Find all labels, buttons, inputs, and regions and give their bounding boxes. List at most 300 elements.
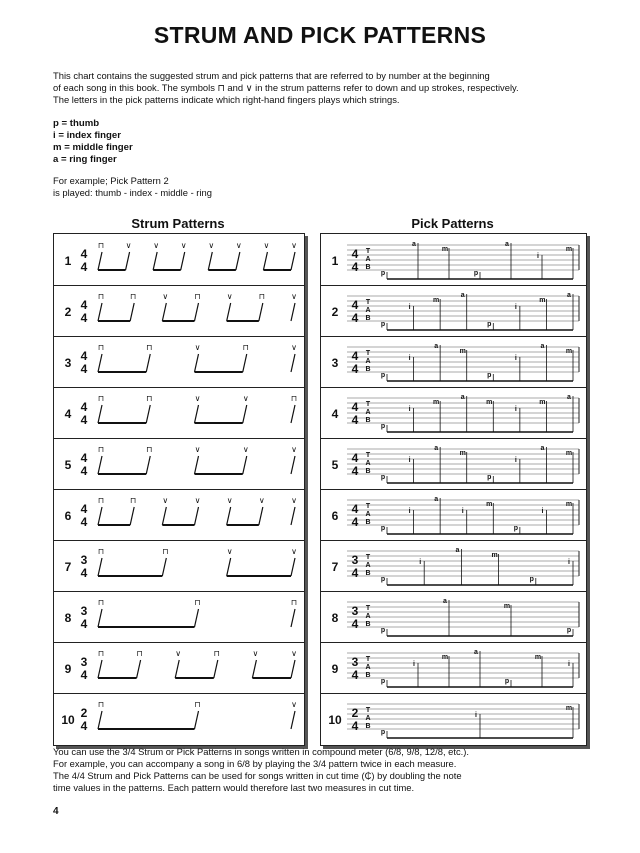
- slash-note: [137, 660, 141, 678]
- finger-letter: p: [380, 372, 386, 379]
- tab-clef-letter: T: [365, 299, 371, 306]
- example-line: is played: thumb - index - middle - ring: [53, 187, 212, 198]
- time-signature-bottom: 4: [351, 566, 359, 580]
- tab-clef-letter: B: [365, 264, 371, 271]
- tab-clef-letter: A: [365, 409, 371, 416]
- pattern-number: 10: [328, 713, 342, 727]
- finger-letter: a: [567, 292, 571, 299]
- finger-letter: p: [380, 321, 386, 328]
- strum-pattern-notation: [54, 540, 304, 591]
- slash-note: [291, 354, 295, 372]
- finger-letter: m: [565, 348, 573, 355]
- time-signature-bottom: 4: [351, 719, 359, 733]
- slash-note: [291, 711, 295, 729]
- finger-letter: m: [565, 501, 573, 508]
- slash-note: [208, 252, 212, 270]
- pick-pattern-row: [321, 234, 586, 286]
- finger-letter: a: [434, 496, 439, 503]
- intro-paragraph: [53, 70, 519, 106]
- finger-letter: m: [503, 603, 511, 610]
- time-signature-top: 4: [351, 247, 359, 261]
- finger-letter: p: [380, 729, 386, 736]
- stroke-symbol: ⊓: [97, 496, 105, 505]
- pick-pattern-tab: [321, 234, 586, 285]
- stroke-symbol: ∨: [258, 496, 265, 505]
- time-signature-top: 3: [80, 604, 88, 618]
- slash-note: [291, 405, 295, 423]
- time-signature-bottom: 4: [80, 668, 88, 682]
- stroke-symbol: ⊓: [242, 343, 249, 352]
- stroke-symbol: ⊓: [97, 394, 105, 403]
- stroke-symbol: ∨: [235, 241, 242, 250]
- legend-item: i = index finger: [53, 130, 121, 141]
- intro-line: The letters in the pick patterns indicate which right-hand fingers plays which strings.: [53, 94, 400, 105]
- stroke-symbol: ⊓: [97, 700, 105, 709]
- pick-pattern-tab: [321, 387, 586, 438]
- stroke-symbol: ⊓: [136, 649, 143, 658]
- finger-letter: i: [408, 304, 411, 311]
- stroke-symbol: ∨: [263, 241, 270, 250]
- slash-note: [291, 507, 295, 525]
- strum-pattern-row: [54, 591, 304, 643]
- tab-clef-letter: T: [365, 452, 371, 459]
- stroke-symbol: ∨: [208, 241, 215, 250]
- time-signature-top: 3: [80, 553, 88, 567]
- footer-line: time values in the patterns. Each pattern would therefore last two measures in cut time.: [53, 782, 415, 793]
- slash-note: [259, 303, 263, 321]
- strum-pattern-row: [54, 336, 304, 388]
- strum-pattern-notation: [54, 438, 304, 489]
- pattern-number: 6: [331, 509, 339, 523]
- slash-note: [98, 609, 102, 627]
- slash-note: [130, 303, 134, 321]
- finger-letter: m: [433, 297, 440, 304]
- time-signature-top: 4: [80, 451, 88, 465]
- time-signature-bottom: 4: [80, 719, 88, 733]
- finger-letter: i: [568, 559, 570, 566]
- time-signature-top: 4: [351, 451, 359, 465]
- slash-note: [146, 456, 150, 474]
- time-signature-bottom: 4: [351, 362, 359, 376]
- tab-clef-letter: T: [365, 350, 371, 357]
- slash-note: [162, 507, 166, 525]
- pattern-number: 5: [331, 458, 339, 472]
- time-signature-bottom: 4: [80, 362, 88, 376]
- stroke-symbol: ∨: [194, 343, 201, 352]
- pattern-number: 4: [64, 407, 72, 421]
- finger-letter: i: [537, 253, 539, 260]
- tab-clef-letter: A: [365, 511, 371, 518]
- stroke-symbol: ∨: [153, 241, 160, 250]
- stroke-symbol: ⊓: [97, 547, 105, 556]
- slash-note: [195, 354, 199, 372]
- finger-letter: a: [505, 241, 509, 248]
- pick-patterns-heading: Pick Patterns: [411, 216, 494, 231]
- stroke-symbol: ⊓: [97, 292, 105, 301]
- time-signature-top: 4: [80, 247, 88, 261]
- strum-patterns-heading: Strum Patterns: [131, 216, 225, 231]
- stroke-symbol: ∨: [291, 700, 297, 709]
- finger-letter: i: [419, 559, 422, 566]
- tab-clef-letter: T: [365, 248, 371, 255]
- finger-letter: m: [534, 654, 542, 661]
- slash-note: [98, 711, 102, 729]
- strum-pattern-notation: [54, 336, 304, 387]
- finger-letter: i: [413, 661, 415, 668]
- finger-letter: m: [565, 450, 573, 457]
- tab-clef-letter: A: [365, 256, 371, 263]
- slash-note: [195, 711, 199, 729]
- pattern-number: 8: [331, 611, 339, 625]
- pick-pattern-row: [321, 285, 586, 337]
- finger-letter: p: [380, 270, 386, 277]
- finger-legend: [53, 118, 133, 166]
- pattern-number: 1: [331, 254, 339, 268]
- slash-note: [259, 507, 263, 525]
- slash-note: [126, 252, 130, 270]
- finger-letter: p: [380, 678, 386, 685]
- pick-pattern-row: [321, 336, 586, 388]
- stroke-symbol: ⊓: [194, 700, 201, 709]
- intro-line: of each song in this book. The symbols ⊓ and ∨ in the strum patterns refer to down and up strokes, respectively.: [53, 82, 519, 93]
- pattern-number: 5: [64, 458, 72, 472]
- intro-line: This chart contains the suggested strum and pick patterns that are referred to by number at the beginning: [53, 70, 490, 81]
- slash-note: [162, 303, 166, 321]
- slash-note: [291, 456, 295, 474]
- stroke-symbol: ⊓: [97, 598, 105, 607]
- time-signature-bottom: 4: [351, 260, 359, 274]
- legend-item: p = thumb: [53, 118, 100, 129]
- time-signature-bottom: 4: [80, 464, 88, 478]
- strum-pattern-row: [54, 438, 304, 490]
- finger-letter: i: [568, 661, 570, 668]
- pattern-number: 7: [331, 560, 339, 574]
- tab-clef-letter: A: [365, 307, 371, 314]
- strum-pattern-row: [54, 285, 304, 337]
- pick-pattern-row: [321, 540, 586, 592]
- slash-note: [243, 354, 247, 372]
- strum-pattern-row: [54, 642, 304, 694]
- stroke-symbol: ∨: [242, 445, 249, 454]
- stroke-symbol: ∨: [226, 496, 233, 505]
- slash-note: [195, 405, 199, 423]
- finger-letter: p: [380, 525, 386, 532]
- stroke-symbol: ⊓: [97, 241, 105, 250]
- finger-letter: m: [565, 246, 573, 253]
- slash-note: [227, 303, 231, 321]
- time-signature-top: 4: [351, 400, 359, 414]
- pick-pattern-tab: [321, 336, 586, 387]
- tab-clef-letter: A: [365, 358, 371, 365]
- slash-note: [98, 354, 102, 372]
- time-signature-bottom: 4: [80, 311, 88, 325]
- time-signature-bottom: 4: [80, 566, 88, 580]
- tab-clef-letter: A: [365, 562, 371, 569]
- stroke-symbol: ⊓: [97, 649, 105, 658]
- pick-pattern-row: [321, 438, 586, 490]
- finger-letter: m: [433, 399, 440, 406]
- tab-clef-letter: B: [365, 519, 371, 526]
- time-signature-top: 4: [80, 298, 88, 312]
- finger-letter: i: [408, 355, 411, 362]
- slash-note: [243, 456, 247, 474]
- stroke-symbol: ⊓: [162, 547, 169, 556]
- time-signature-top: 2: [351, 706, 359, 720]
- pattern-number: 7: [64, 560, 72, 574]
- slash-note: [181, 252, 185, 270]
- strum-pattern-row: [54, 234, 304, 286]
- slash-note: [98, 558, 102, 576]
- slash-note: [98, 660, 102, 678]
- stroke-symbol: ⊓: [194, 598, 201, 607]
- strum-pattern-notation: [54, 642, 304, 693]
- tab-clef-letter: A: [365, 715, 371, 722]
- time-signature-top: 4: [351, 349, 359, 363]
- finger-letter: p: [487, 474, 492, 481]
- footer-line: The 4/4 Strum and Pick Patterns can be used for songs written in cut time (₵) by doubling the note: [53, 770, 462, 781]
- pattern-number: 2: [331, 305, 339, 319]
- stroke-symbol: ∨: [291, 649, 297, 658]
- slash-note: [98, 456, 102, 474]
- legend-item: a = ring finger: [53, 154, 117, 165]
- time-signature-bottom: 4: [351, 668, 359, 682]
- pick-pattern-tab: [321, 285, 586, 336]
- finger-letter: a: [460, 394, 465, 401]
- slash-note: [252, 660, 256, 678]
- time-signature-bottom: 4: [80, 413, 88, 427]
- time-signature-top: 2: [80, 706, 88, 720]
- time-signature-top: 4: [80, 502, 88, 516]
- stroke-symbol: ∨: [125, 241, 132, 250]
- time-signature-bottom: 4: [80, 515, 88, 529]
- example-text: [53, 175, 212, 199]
- finger-letter: p: [566, 627, 572, 634]
- stroke-symbol: ∨: [194, 445, 201, 454]
- pick-pattern-tab: [321, 540, 586, 591]
- strum-patterns-box: [53, 233, 305, 746]
- slash-note: [291, 558, 295, 576]
- pattern-number: 6: [64, 509, 72, 523]
- slash-note: [175, 660, 179, 678]
- tab-clef-letter: T: [365, 605, 371, 612]
- finger-letter: m: [459, 348, 466, 355]
- stroke-symbol: ⊓: [146, 343, 153, 352]
- pattern-number: 3: [64, 356, 72, 370]
- finger-letter: i: [514, 457, 517, 464]
- finger-letter: m: [441, 654, 449, 661]
- finger-letter: m: [486, 501, 493, 508]
- finger-letter: a: [455, 547, 460, 554]
- slash-note: [243, 405, 247, 423]
- finger-letter: a: [540, 445, 545, 452]
- slash-note: [195, 456, 199, 474]
- footer-line: For example, you can accompany a song in 6/8 by playing the 3/4 pattern twice in each measure.: [53, 758, 457, 769]
- pick-pattern-row: [321, 387, 586, 439]
- stroke-symbol: ∨: [194, 496, 201, 505]
- finger-letter: i: [408, 406, 411, 413]
- tab-clef-letter: A: [365, 613, 371, 620]
- pick-patterns-box: [320, 233, 587, 746]
- tab-clef-letter: T: [365, 401, 371, 408]
- strum-pattern-notation: [54, 387, 304, 438]
- pattern-number: 4: [331, 407, 339, 421]
- finger-letter: p: [380, 474, 386, 481]
- strum-pattern-notation: [54, 285, 304, 336]
- finger-letter: m: [539, 297, 546, 304]
- pattern-number: 9: [331, 662, 339, 676]
- pattern-number: 8: [64, 611, 72, 625]
- slash-note: [98, 507, 102, 525]
- pick-pattern-tab: [321, 693, 586, 744]
- pattern-number: 10: [61, 713, 75, 727]
- stroke-symbol: ∨: [180, 241, 187, 250]
- finger-letter: p: [380, 423, 386, 430]
- tab-clef-letter: B: [365, 315, 371, 322]
- stroke-symbol: ∨: [194, 394, 201, 403]
- slash-note: [263, 252, 267, 270]
- finger-letter: i: [541, 508, 544, 515]
- finger-letter: p: [504, 678, 510, 685]
- strum-pattern-notation: [54, 489, 304, 540]
- tab-clef-letter: B: [365, 570, 371, 577]
- finger-letter: a: [443, 598, 447, 605]
- finger-letter: a: [540, 343, 545, 350]
- finger-letter: a: [474, 649, 478, 656]
- tab-clef-letter: B: [365, 621, 371, 628]
- slash-note: [227, 558, 231, 576]
- finger-letter: m: [491, 552, 498, 559]
- slash-note: [227, 507, 231, 525]
- tab-clef-letter: T: [365, 554, 371, 561]
- slash-note: [130, 507, 134, 525]
- stroke-symbol: ⊓: [130, 496, 137, 505]
- finger-letter: p: [380, 627, 386, 634]
- stroke-symbol: ∨: [162, 496, 169, 505]
- stroke-symbol: ∨: [226, 292, 233, 301]
- legend-item: m = middle finger: [53, 142, 133, 153]
- time-signature-top: 3: [351, 655, 359, 669]
- strum-pattern-row: [54, 540, 304, 592]
- stroke-symbol: ∨: [242, 394, 249, 403]
- stroke-symbol: ∨: [291, 241, 297, 250]
- stroke-symbol: ∨: [252, 649, 259, 658]
- stroke-symbol: ⊓: [97, 343, 105, 352]
- footer-paragraph: [53, 746, 613, 794]
- finger-letter: p: [529, 576, 534, 583]
- finger-letter: m: [459, 450, 466, 457]
- pattern-number: 3: [331, 356, 339, 370]
- pattern-number: 9: [64, 662, 72, 676]
- time-signature-top: 4: [80, 349, 88, 363]
- pick-pattern-row: [321, 591, 586, 643]
- time-signature-bottom: 4: [351, 413, 359, 427]
- time-signature-top: 3: [80, 655, 88, 669]
- finger-letter: i: [461, 508, 464, 515]
- example-line: For example; Pick Pattern 2: [53, 175, 169, 186]
- slash-note: [146, 405, 150, 423]
- time-signature-bottom: 4: [80, 260, 88, 274]
- pick-pattern-row: [321, 489, 586, 541]
- finger-letter: p: [487, 372, 492, 379]
- page-number: 4: [53, 806, 59, 817]
- page-title: STRUM AND PICK PATTERNS: [153, 22, 487, 48]
- strum-pattern-notation: [54, 591, 304, 642]
- tab-clef-letter: B: [365, 417, 371, 424]
- finger-letter: a: [567, 394, 571, 401]
- strum-pattern-row: [54, 693, 304, 744]
- stroke-symbol: ⊓: [290, 394, 298, 403]
- stroke-symbol: ∨: [175, 649, 182, 658]
- time-signature-top: 4: [351, 502, 359, 516]
- stroke-symbol: ∨: [291, 343, 297, 352]
- slash-note: [98, 405, 102, 423]
- slash-note: [153, 252, 157, 270]
- tab-clef-letter: A: [365, 460, 371, 467]
- slash-note: [291, 660, 295, 678]
- strum-pattern-row: [54, 387, 304, 439]
- pick-pattern-tab: [321, 438, 586, 489]
- tab-clef-letter: B: [365, 723, 371, 730]
- stroke-symbol: ⊓: [258, 292, 265, 301]
- finger-letter: p: [513, 525, 518, 532]
- tab-clef-letter: B: [365, 672, 371, 679]
- pick-pattern-row: [321, 642, 586, 694]
- stroke-symbol: ⊓: [213, 649, 220, 658]
- stroke-symbol: ∨: [291, 292, 297, 301]
- stroke-symbol: ⊓: [146, 445, 153, 454]
- time-signature-bottom: 4: [351, 515, 359, 529]
- finger-letter: a: [434, 445, 439, 452]
- finger-letter: a: [412, 241, 416, 248]
- finger-letter: a: [434, 343, 439, 350]
- slash-note: [291, 303, 295, 321]
- pick-pattern-tab: [321, 642, 586, 693]
- finger-letter: m: [486, 399, 493, 406]
- pick-pattern-tab: [321, 591, 586, 642]
- slash-note: [195, 303, 199, 321]
- slash-note: [195, 609, 199, 627]
- time-signature-bottom: 4: [80, 617, 88, 631]
- footer-line: You can use the 3/4 Strum or Pick Patterns in songs written in compound meter (6/8, 9/8, 12/8, etc.).: [53, 746, 470, 757]
- finger-letter: a: [460, 292, 465, 299]
- tab-clef-letter: B: [365, 366, 371, 373]
- finger-letter: i: [514, 355, 517, 362]
- slash-note: [291, 252, 295, 270]
- stroke-symbol: ∨: [162, 292, 169, 301]
- stroke-symbol: ∨: [291, 445, 297, 454]
- pattern-number: 1: [64, 254, 72, 268]
- slash-note: [195, 507, 199, 525]
- stroke-symbol: ∨: [291, 547, 297, 556]
- tab-clef-letter: A: [365, 664, 371, 671]
- finger-letter: i: [475, 712, 477, 719]
- slash-note: [214, 660, 218, 678]
- finger-letter: m: [441, 246, 449, 253]
- tab-clef-letter: B: [365, 468, 371, 475]
- slash-note: [98, 252, 102, 270]
- strum-pattern-notation: [54, 693, 304, 744]
- finger-letter: m: [539, 399, 546, 406]
- time-signature-top: 3: [351, 604, 359, 618]
- slash-note: [162, 558, 166, 576]
- finger-letter: p: [473, 270, 479, 277]
- slash-note: [146, 354, 150, 372]
- strum-pattern-row: [54, 489, 304, 541]
- stroke-symbol: ⊓: [290, 598, 298, 607]
- stroke-symbol: ⊓: [97, 445, 105, 454]
- finger-letter: i: [514, 304, 517, 311]
- stroke-symbol: ⊓: [146, 394, 153, 403]
